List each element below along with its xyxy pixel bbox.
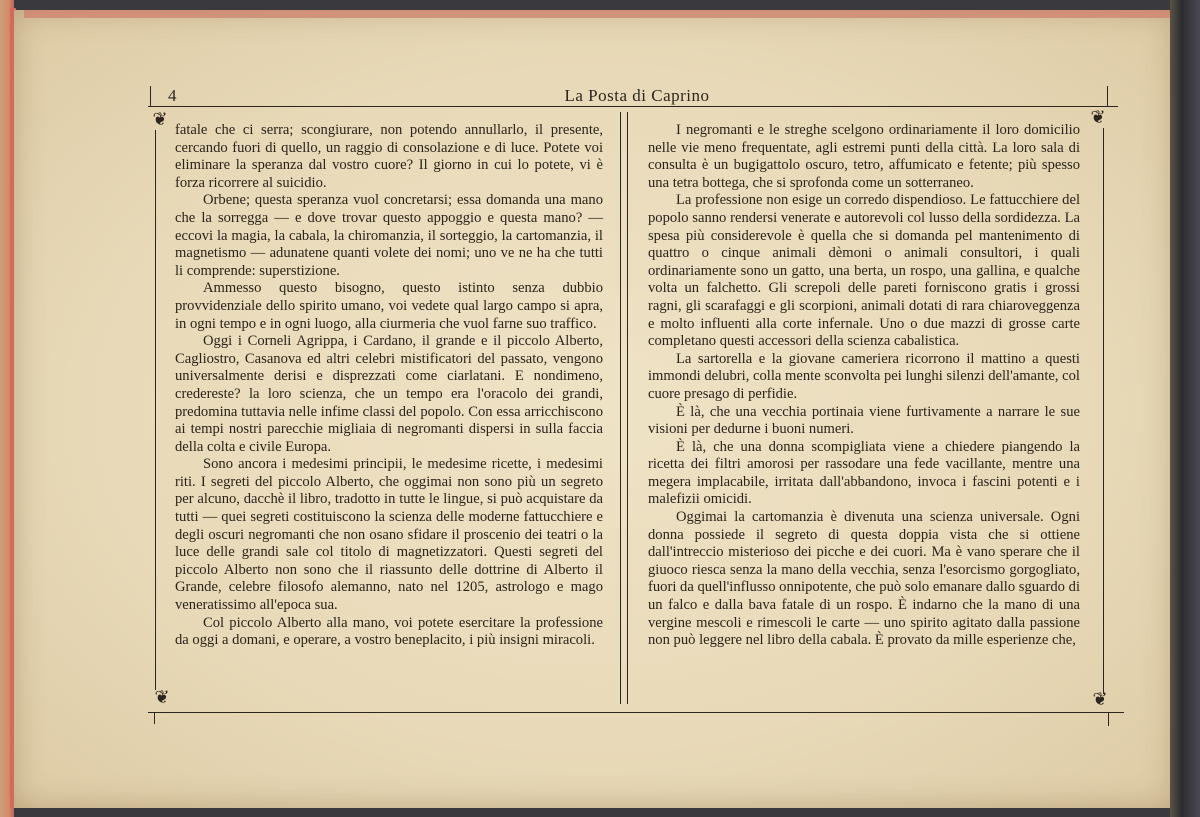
page-number: 4 [168, 86, 177, 105]
paragraph: Sono ancora i medesimi principii, le medesime ricette, i medesimi riti. I segreti del piccolo Alberto, che oggimai non sono più un segreto per alcuno, dacchè il libro, tradotto in tutte le lingue, si può acquistare da tutti — quei segreti costituiscono la scienza delle moderne fattucchiere e degli oscuri negromanti che non osano sfidare il proscenio dei teatri o la luce delle grandi sale col titolo di magnetizzatori. Questi segreti del piccolo Alberto non sono che il riassunto delle dottrine di Alberto il Grande, celebre filosofo alemanno, nato nel 1205, astrologo e mago veneratissimo all'epoca sua. [175, 456, 603, 614]
header-rule [148, 106, 1118, 107]
text-column-left [175, 122, 603, 650]
paragraph: La sartorella e la giovane cameriera ricorrono il mattino a questi immondi delubri, colla mente sconvolta pei lunghi silenzi dell'amante, col cuore presago di perfidie. [648, 350, 1080, 402]
paragraph: La professione non esige un corredo dispendioso. Le fattucchiere del popolo sanno rendersi venerate e autorevoli col lusso della sordidezza. La spesa più considerevole è quella che si domanda pel mantenimento di quattro o cinque animali dèmoni o animali consultori, i quali ordinariamente sono un gatto, una berta, un rospo, una gallina, e qualche volta un falchetto. Gli screpoli delle pareti forniscono gratis i grossi ragni, gli scarafaggi e gli scorpioni, animali dotati di rara chiaroveggenza e molto influenti alla corte infernale. Uno o due mazzi di grosse carte completano questi accessori della scienza cabalistica. [648, 192, 1080, 350]
column-divider-right [627, 112, 628, 704]
frame-left-rule [155, 130, 156, 690]
paragraph: È là, che una vecchia portinaia viene furtivamente a narrare le sue visioni per dedurne i buoni numeri. [648, 403, 1080, 438]
clover-ornament-icon: ❦ [1092, 689, 1108, 709]
footer-rule [148, 712, 1124, 713]
clover-ornament-icon: ❦ [152, 109, 168, 129]
clover-ornament-icon: ❦ [1090, 107, 1106, 127]
paragraph: Orbene; questa speranza vuol concretarsi; essa domanda una mano che la sorregga — e dove trovar questo appoggio e questa mano? — eccovi la magia, la cabala, la chiromanzia, il sorteggio, la cartomanzia, il magnetismo — adunatene quanti volete dei nomi; uno ve ne ha che tutti li comprende: superstizione. [175, 192, 603, 279]
paragraph: Oggi i Corneli Agrippa, i Cardano, il grande e il piccolo Alberto, Cagliostro, Casanova ed altri celebri mistificatori del passato, vengono universalmente derisi e disprezzati come ciarlatani. E nondimeno, credereste? la loro scienza, che un tempo era l'oracolo dei grandi, predomina tuttavia nelle infime classi del popolo. Con essa arricchiscono ai tempi nostri parecchie migliaia di negromanti dispersi in sulla faccia della colta e civile Europa. [175, 333, 603, 455]
footer-tick-right [1108, 712, 1109, 726]
header-tick-left [150, 86, 151, 106]
paragraph: È là, che una donna scompigliata viene a chiedere piangendo la ricetta dei filtri amorosi per rassodare una fede vacillante, mentre una megera implacabile, irritata dall'abbandono, invoca i fascini potenti e i malefizii omicidi. [648, 438, 1080, 508]
paragraph: Col piccolo Alberto alla mano, voi potete esercitare la professione da oggi a domani, e operare, a vostro beneplacito, i più insigni miracoli. [175, 614, 603, 649]
page-top-edge [24, 10, 1174, 18]
frame-right-rule [1103, 128, 1104, 694]
paragraph: Ammesso questo bisogno, questo istinto senza dubbio provvidenziale dello spirito umano, voi vedete qual largo campo si apra, in ogni tempo e in ogni luogo, alla ciurmeria che vuol farne suo traffico. [175, 280, 603, 332]
clover-ornament-icon: ❦ [154, 687, 170, 707]
paragraph: I negromanti e le streghe scelgono ordinariamente il loro domicilio nelle vie meno frequentate, agli estremi punti della città. La loro sala di consulta è un bugigattolo oscuro, tetro, affumicato e fetente; più spesso una tetra bottega, che si sprofonda come un sotterraneo. [648, 122, 1080, 191]
page-header [148, 84, 1126, 106]
book-binding-right [1170, 0, 1200, 817]
header-tick-right [1107, 86, 1108, 106]
paragraph: fatale che ci serra; scongiurare, non potendo annullarlo, il presente, cercando fuori di quello, un raggio di consolazione e di luce. Potete voi eliminare la speranza dal vostro cuore? Il giorno in cui lo potete, vi è forza ricorrere al suicidio. [175, 122, 603, 191]
footer-tick-left [154, 712, 155, 724]
column-divider-left [620, 112, 621, 704]
paragraph: Oggimai la cartomanzia è divenuta una scienza universale. Ogni donna possiede il segreto di questa doppia vista che si ottiene dall'intreccio misterioso dei picche e dei cuori. Ma è vano sperare che il giuoco riesca senza la mano della vecchia, senza l'esorcismo gorgogliato, fuori da quell'influsso onnipotente, che può solo emanare dallo sguardo di un falco e dalla bava fatale di un rospo. È indarno che la mano di una vergine mescoli e rimescoli le carte — uno spirito agitato dalla passione non può leggere nel libro della cabala. È provato da mille esperienze che, [648, 509, 1080, 649]
page-title: La Posta di Caprino [564, 86, 710, 105]
text-column-right [648, 122, 1080, 650]
